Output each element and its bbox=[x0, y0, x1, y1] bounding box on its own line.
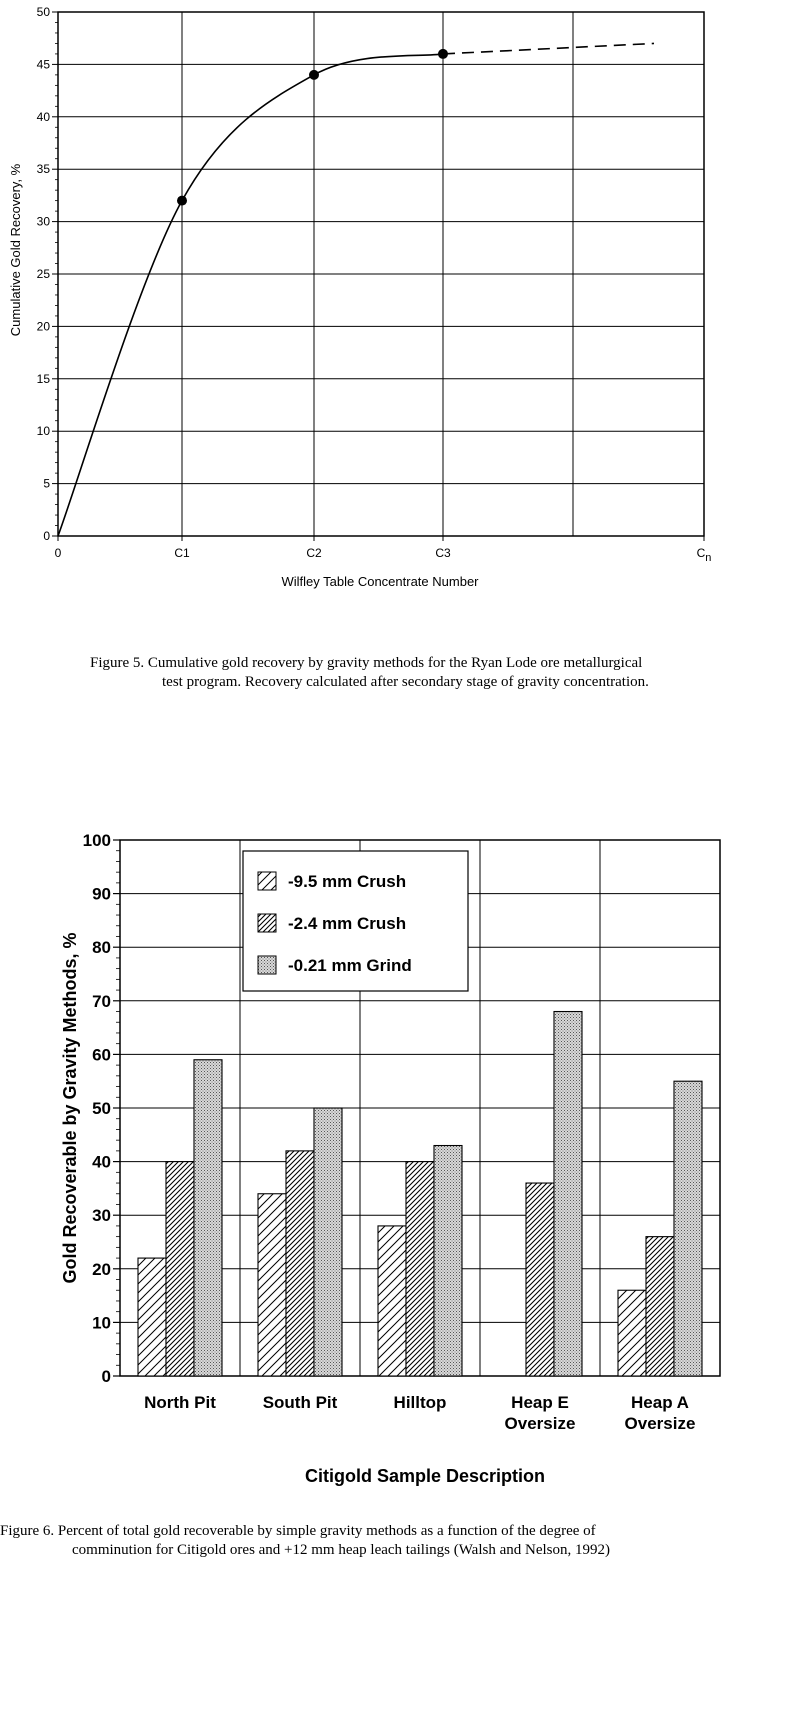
bar-south-pit-series1 bbox=[286, 1151, 314, 1376]
fig5-data-point-C1 bbox=[177, 196, 187, 206]
bar-north-pit-series1 bbox=[166, 1162, 194, 1376]
figure5-line-chart bbox=[8, 5, 711, 589]
fig5-x-tick-label-0: 0 bbox=[54, 546, 62, 560]
fig5-y-tick-label-0: 0 bbox=[43, 529, 50, 543]
bar-heap-e-oversize-series2 bbox=[554, 1012, 582, 1376]
legend-swatch-0-21mm bbox=[258, 956, 276, 974]
fig5-x-tick-label-4: Cn bbox=[696, 546, 712, 564]
figure6-caption bbox=[0, 1522, 610, 1560]
fig5-x-tick-label-1: C1 bbox=[174, 546, 190, 560]
fig6-caption-line1: Figure 6. Percent of total gold recoverable by simple gravity methods as a function of the degree of bbox=[0, 1523, 596, 1539]
fig5-caption-line2: test program. Recovery calculated after secondary stage of gravity concentration. bbox=[162, 674, 649, 690]
fig6-x-axis-label: Citigold Sample Description bbox=[304, 1466, 546, 1486]
figure5-caption bbox=[90, 654, 649, 692]
fig6-caption-line2: comminution for Citigold ores and +12 mm heap leach tailings (Walsh and Nelson, 1992) bbox=[72, 1542, 610, 1558]
fig6-y-tick-label-100: 100 bbox=[82, 831, 111, 850]
fig6-x-tick-label-1: South Pit bbox=[262, 1393, 338, 1412]
fig5-y-tick-label-20: 20 bbox=[36, 319, 50, 334]
fig6-y-tick-label-90: 90 bbox=[92, 884, 111, 904]
fig6-y-tick-label-10: 10 bbox=[92, 1313, 111, 1333]
bar-south-pit-series0 bbox=[258, 1194, 286, 1376]
bar-hilltop-series1 bbox=[406, 1162, 434, 1376]
fig5-y-tick-label-25: 25 bbox=[36, 267, 50, 281]
fig6-x-tick-label-2: Hilltop bbox=[393, 1393, 447, 1412]
bar-hilltop-series0 bbox=[378, 1226, 406, 1376]
bar-north-pit-series0 bbox=[138, 1258, 166, 1376]
fig6-y-tick-label-30: 30 bbox=[92, 1206, 111, 1226]
fig6-y-ticks bbox=[83, 831, 120, 1386]
figure6-bar-chart bbox=[60, 831, 720, 1486]
fig5-x-ticks bbox=[55, 536, 712, 564]
legend-label-0-21mm: -0.21 mm Grind bbox=[288, 956, 412, 975]
fig5-recovery-curve bbox=[58, 54, 443, 536]
fig6-y-axis-label: Gold Recoverable by Gravity Methods, % bbox=[60, 932, 80, 1284]
fig5-caption-line1: Figure 5. Cumulative gold recovery by gravity methods for the Ryan Lode ore metallurgical bbox=[90, 655, 643, 671]
fig6-bars bbox=[138, 1012, 702, 1376]
fig6-x-tick-label-4: Heap A Oversize bbox=[624, 1393, 696, 1433]
bar-heap-a-oversize-series0 bbox=[618, 1290, 646, 1376]
legend-label-2-4mm: -2.4 mm Crush bbox=[288, 914, 407, 933]
fig5-extrapolated-dashed-line bbox=[443, 43, 654, 53]
legend-label-9-5mm: -9.5 mm Crush bbox=[288, 872, 407, 891]
bar-hilltop-series2 bbox=[434, 1146, 462, 1376]
bar-north-pit-series2 bbox=[194, 1060, 222, 1376]
fig5-series bbox=[58, 43, 654, 536]
fig5-data-point-C2 bbox=[309, 70, 319, 80]
bar-heap-e-oversize-series1 bbox=[526, 1183, 554, 1376]
fig5-y-tick-label-5: 5 bbox=[43, 476, 50, 491]
fig6-x-tick-label-0: North Pit bbox=[144, 1393, 216, 1412]
fig6-y-tick-label-50: 50 bbox=[92, 1099, 111, 1118]
fig5-x-tick-label-2: C2 bbox=[306, 546, 322, 560]
bar-heap-a-oversize-series1 bbox=[646, 1237, 674, 1376]
fig5-y-ticks bbox=[37, 5, 58, 543]
fig5-y-tick-label-30: 30 bbox=[36, 214, 50, 229]
fig6-y-tick-label-70: 70 bbox=[92, 991, 111, 1011]
fig5-y-tick-label-10: 10 bbox=[36, 424, 50, 439]
fig6-x-tick-labels bbox=[144, 1393, 695, 1433]
fig5-y-tick-label-45: 45 bbox=[36, 57, 50, 72]
fig6-y-tick-label-60: 60 bbox=[92, 1045, 111, 1065]
fig6-y-tick-label-20: 20 bbox=[92, 1259, 111, 1279]
fig5-y-tick-label-35: 35 bbox=[36, 162, 50, 177]
legend-swatch-9-5mm bbox=[258, 872, 276, 890]
fig6-legend bbox=[243, 851, 468, 991]
bar-south-pit-series2 bbox=[314, 1108, 342, 1376]
fig5-y-tick-label-50: 50 bbox=[36, 5, 50, 19]
fig5-data-point-C3 bbox=[438, 49, 448, 59]
fig5-grid bbox=[58, 12, 704, 536]
bar-heap-a-oversize-series2 bbox=[674, 1081, 702, 1376]
fig6-x-tick-label-3: Heap E Oversize bbox=[504, 1393, 576, 1433]
fig5-x-tick-label-3: C3 bbox=[435, 546, 451, 560]
fig6-y-tick-label-40: 40 bbox=[92, 1152, 111, 1172]
fig6-y-tick-label-80: 80 bbox=[92, 938, 111, 958]
fig5-y-tick-label-15: 15 bbox=[36, 371, 50, 386]
fig5-x-axis-label: Wilfley Table Concentrate Number bbox=[281, 574, 479, 589]
fig5-y-tick-label-40: 40 bbox=[36, 109, 50, 124]
fig6-y-tick-label-0: 0 bbox=[101, 1367, 111, 1386]
fig5-y-axis-label: Cumulative Gold Recovery, % bbox=[8, 163, 23, 337]
legend-swatch-2-4mm bbox=[258, 914, 276, 932]
